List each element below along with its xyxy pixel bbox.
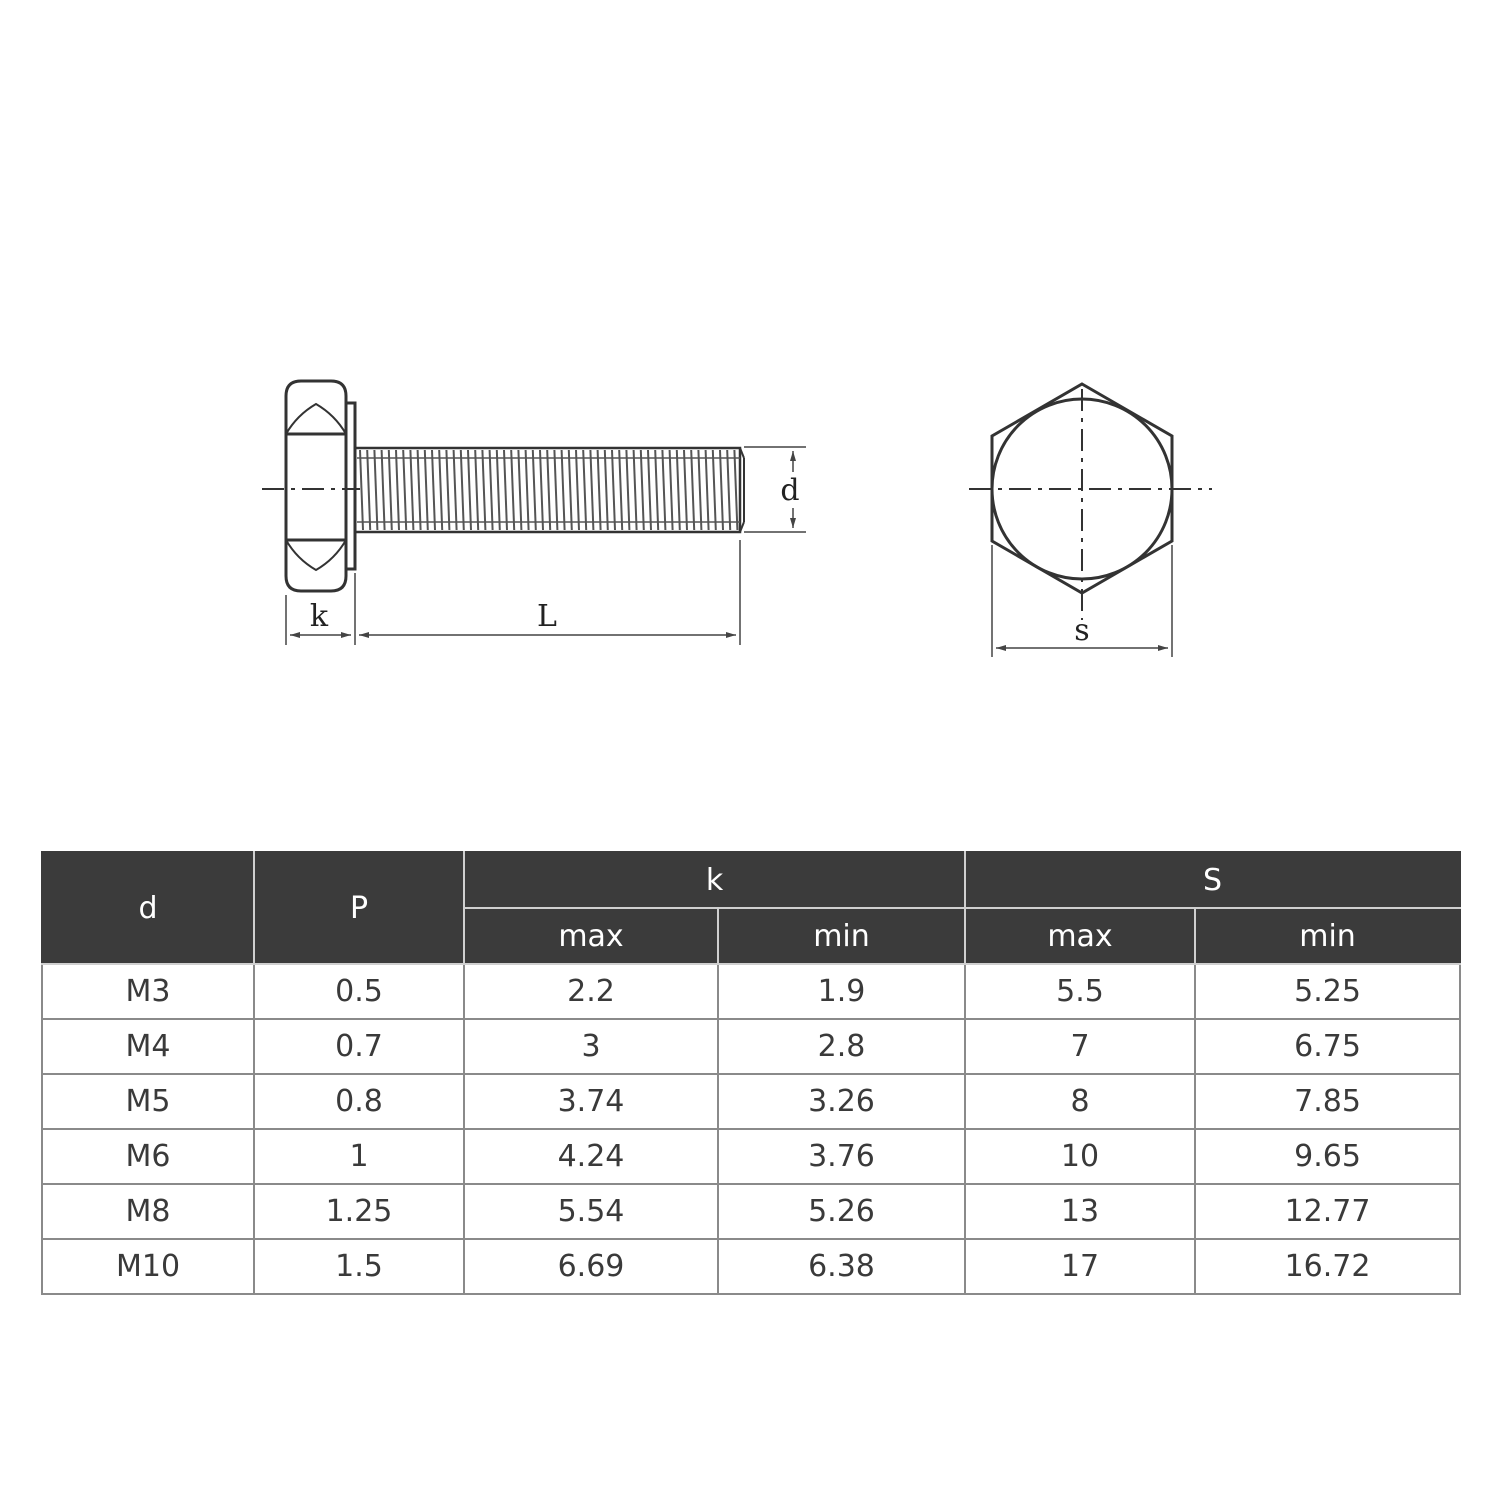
bolt-side-view — [286, 381, 744, 591]
header-s: S — [965, 852, 1460, 908]
thread-line — [691, 450, 694, 530]
cell-k-min: 3.76 — [718, 1129, 965, 1184]
header-d: d — [42, 852, 254, 964]
bolt-spec-table — [41, 851, 1461, 1295]
thread-line — [446, 450, 449, 530]
thread-line — [598, 450, 601, 530]
thread-line — [569, 450, 572, 530]
thread-line — [619, 450, 622, 530]
cell-k-max: 5.54 — [464, 1184, 718, 1239]
thread-line — [518, 450, 521, 530]
cell-p: 0.5 — [254, 964, 464, 1019]
cell-k-max: 6.69 — [464, 1239, 718, 1294]
thread-line — [626, 450, 629, 530]
thread-line — [482, 450, 485, 530]
thread-line — [648, 450, 651, 530]
thread-line — [432, 450, 435, 530]
thread-line — [698, 450, 701, 530]
thread-line — [403, 450, 406, 530]
header-k: k — [464, 852, 965, 908]
cell-d: M6 — [42, 1129, 254, 1184]
cell-d: M8 — [42, 1184, 254, 1239]
table-row — [42, 1019, 1460, 1074]
thread-line — [554, 450, 557, 530]
thread-line — [418, 450, 421, 530]
thread-line — [655, 450, 658, 530]
d-dimension-label: d — [780, 473, 800, 508]
cell-s-min: 12.77 — [1195, 1184, 1460, 1239]
header-s-min: min — [1195, 908, 1460, 964]
cell-s-min: 16.72 — [1195, 1239, 1460, 1294]
table-row — [42, 1129, 1460, 1184]
cell-k-min: 1.9 — [718, 964, 965, 1019]
cell-k-max: 3.74 — [464, 1074, 718, 1129]
header-p: P — [254, 852, 464, 964]
thread-line — [461, 450, 464, 530]
thread-line — [706, 450, 709, 530]
thread-line — [590, 450, 593, 530]
s-dimension-label: s — [1074, 613, 1090, 648]
cell-s-min: 5.25 — [1195, 964, 1460, 1019]
cell-p: 0.7 — [254, 1019, 464, 1074]
cell-d: M4 — [42, 1019, 254, 1074]
thread-line — [396, 450, 399, 530]
cell-k-min: 3.26 — [718, 1074, 965, 1129]
thread-line — [540, 450, 543, 530]
thread-line — [374, 450, 377, 530]
thread-line — [713, 450, 716, 530]
bolt-head-outline — [286, 381, 346, 591]
bolt-end-view — [969, 384, 1212, 620]
cell-s-max: 17 — [965, 1239, 1195, 1294]
cell-k-min: 2.8 — [718, 1019, 965, 1074]
thread-line — [410, 450, 413, 530]
k-dimension-label: k — [309, 599, 329, 634]
header-s-max: max — [965, 908, 1195, 964]
cell-k-max: 3 — [464, 1019, 718, 1074]
thread-line — [526, 450, 529, 530]
table-header — [42, 852, 1460, 964]
thread-line — [547, 450, 550, 530]
thread-line — [670, 450, 673, 530]
cell-p: 0.8 — [254, 1074, 464, 1129]
header-k-min: min — [718, 908, 965, 964]
table-row — [42, 1239, 1460, 1294]
header-k-max: max — [464, 908, 718, 964]
table-body — [42, 964, 1460, 1294]
thread-line — [497, 450, 500, 530]
thread-line — [734, 450, 737, 530]
cell-d: M3 — [42, 964, 254, 1019]
cell-p: 1.5 — [254, 1239, 464, 1294]
cell-k-max: 2.2 — [464, 964, 718, 1019]
thread-line — [389, 450, 392, 530]
table-row — [42, 1074, 1460, 1129]
cell-d: M10 — [42, 1239, 254, 1294]
cell-p: 1.25 — [254, 1184, 464, 1239]
thread-line — [583, 450, 586, 530]
thread-line — [468, 450, 471, 530]
thread-line — [425, 450, 428, 530]
cell-s-min: 9.65 — [1195, 1129, 1460, 1184]
thread-line — [562, 450, 565, 530]
l-dimension-label: L — [537, 599, 557, 634]
thread-line — [382, 450, 385, 530]
thread-line — [641, 450, 644, 530]
cell-k-min: 6.38 — [718, 1239, 965, 1294]
thread-line — [367, 450, 370, 530]
thread-line — [634, 450, 637, 530]
cell-s-max: 5.5 — [965, 964, 1195, 1019]
thread-line — [662, 450, 665, 530]
thread-line — [490, 450, 493, 530]
thread-line — [727, 450, 730, 530]
thread-line — [454, 450, 457, 530]
cell-s-max: 13 — [965, 1184, 1195, 1239]
thread-line — [612, 450, 615, 530]
thread-line — [475, 450, 478, 530]
cell-s-max: 7 — [965, 1019, 1195, 1074]
bolt-washer-face — [346, 403, 355, 569]
cell-s-max: 8 — [965, 1074, 1195, 1129]
thread-line — [504, 450, 507, 530]
cell-s-min: 7.85 — [1195, 1074, 1460, 1129]
thread-line — [720, 450, 723, 530]
table-row — [42, 964, 1460, 1019]
table-row — [42, 1184, 1460, 1239]
bolt-threads — [357, 450, 740, 530]
thread-line — [677, 450, 680, 530]
thread-line — [439, 450, 442, 530]
cell-d: M5 — [42, 1074, 254, 1129]
thread-line — [360, 450, 363, 530]
thread-line — [511, 450, 514, 530]
thread-line — [576, 450, 579, 530]
cell-s-max: 10 — [965, 1129, 1195, 1184]
cell-k-min: 5.26 — [718, 1184, 965, 1239]
cell-s-min: 6.75 — [1195, 1019, 1460, 1074]
cell-k-max: 4.24 — [464, 1129, 718, 1184]
thread-line — [684, 450, 687, 530]
thread-line — [533, 450, 536, 530]
thread-line — [605, 450, 608, 530]
cell-p: 1 — [254, 1129, 464, 1184]
